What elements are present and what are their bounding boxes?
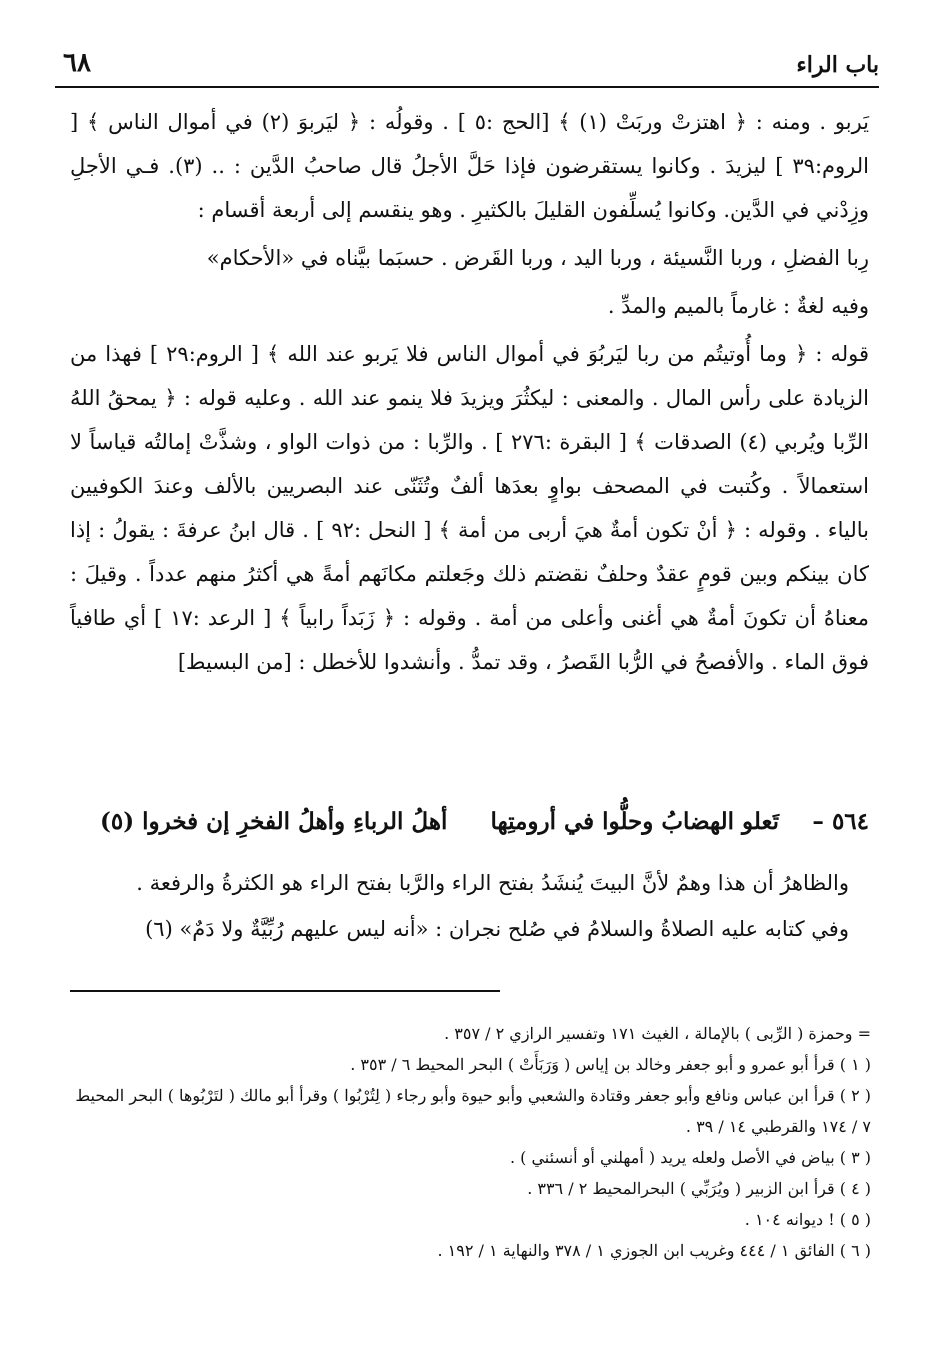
main-text-continued: [70, 860, 849, 952]
footnote: ( ٥ ) ! ديوانه ١٠٤ .: [744, 1210, 871, 1229]
verse-first-hemistich: تَعلو الهضابُ وحلُّوا في أرومتِها: [490, 808, 779, 835]
paragraph: يَربو . ومنه : ﴿ اهتزتْ وربَتْ (١) ﴾ [الحج :٥ ] . وقولُه : ﴿ ليَربوَ (٢) في أموال الناس ﴾ [ الروم:٣٩ ] ليزيدَ . وكانوا يستقرضون فإذا حَلَّ الأجلُ قال صاحبُ الدَّين : .. (٣). فـي الأجلِ وزِدْني في الدَّين. وكانوا يُسلِّفون القليلَ بالكثيرِ . وهو ينقسم إلى أربعة أقسام :: [70, 110, 869, 222]
footnote: ( ٤ ) قرأ ابن الزبير ( ويُرَبِّي ) البحرالمحيط ٢ / ٣٣٦ .: [527, 1179, 871, 1198]
footnote: ( ٣ ) بياض في الأصل ولعله يريد ( أمهلني أو أنسئني ) .: [509, 1148, 871, 1167]
poetry-verse: [80, 808, 869, 852]
footnote: ( ٢ ) قرأ ابن عباس ونافع وأبو جعفر وقتادة والشعبي وأبو حيوة وأبو رجاء ( لِتُرْبُوا ) وقرأ أبو مالك ( لتَرْبُوها ) البحر المحيط ٧ / ١٧٤ والقرطبي ١٤ / ٣٩ .: [75, 1086, 871, 1136]
page-header: [55, 46, 879, 88]
footnote: ( ٦ ) الفائق ١ / ٤٤٤ وغريب ابن الجوزي ١ / ٣٧٨ والنهاية ١ / ١٩٢ .: [437, 1241, 871, 1260]
footnote: = وحمزة ( الرِّبى ) بالإمالة ، الغيث ١٧١ وتفسير الرازي ٢ / ٣٥٧ .: [444, 1024, 871, 1043]
paragraph: قوله : ﴿ وما أُوتيتُم من ربا ليَربُوَ في أموال الناس فلا يَربو عند الله ﴾ [ الروم:٢٩ ] فهذا من الزيادة على رأس المال . والمعنى : ليكثُرَ ويزيدَ فلا ينمو عند الله . وعليه قوله : ﴿ يمحقُ اللهُ الرِّبا ويُربي (٤) الصدقات ﴾ [ البقرة :٢٧٦ ] . والرِّبا : من ذوات الواو ، وشذَّتْ إمالتُه قياساً لا استعمالاً . وكُتبت في المصحف بواوٍ بعدَها ألفٌ وتُثَنّى عند البصريين بالألف وعندَ الكوفيين بالياء . وقوله : ﴿ أنْ تكون أمةٌ هيَ أربى من أمة ﴾ [ النحل :٩٢ ] . قال ابنُ عرفةَ : يقولُ : إذا كان بينكم وبين قومٍ عقدٌ وحلفٌ نقضتم ذلك وجَعلتم مكانَهم أمةً هي أكثرُ منهم عدداً . وقيلَ : معناهُ أن تكونَ أمةٌ هي أغنى وأعلى من أمة . وقوله : ﴿ زَبَداً رابياً ﴾ [ الرعد :١٧ ] أي طافياً فوق الماء . والأفصحُ في الرُّبا القَصرُ ، وقد تمدُّ . وأنشدوا للأخطل : [من البسيط]: [70, 342, 870, 674]
footnotes: [70, 1018, 871, 1266]
paragraph: والظاهرُ أن هذا وهمٌ لأنَّ البيتَ يُنشَدُ بفتح الراء والرَّبا بفتح الراء هو الكثرةُ والرفعة .: [136, 871, 849, 895]
main-text: [70, 100, 869, 688]
page-number: ٦٨: [63, 48, 91, 78]
footnote-separator: [70, 990, 500, 992]
paragraph: وفيه لغةٌ : غارماً بالميم والمدِّ .: [607, 294, 869, 318]
paragraph: رِبا الفضلِ ، وربا النَّسيئة ، وربا اليد ، وربا القَرض . حسبَما بيَّناه في «الأحكام»: [206, 246, 869, 270]
verse-second-hemistich: أهلُ الرباءِ وأهلُ الفخرِ إن فخروا (٥): [100, 808, 448, 835]
verse-number: ٥٦٤ –: [812, 808, 869, 835]
paragraph: وفي كتابه عليه الصلاةُ والسلامُ في صُلح نجران : «أنه ليس عليهم رُبِّيَّةٌ ولا دَمٌ» (٦): [145, 917, 849, 941]
footnote: ( ١ ) قرأ أبو عمرو و أبو جعفر وخالد بن إياس ( وَرَبَأَتْ ) البحر المحيط ٦ / ٣٥٣ .: [350, 1055, 871, 1074]
chapter-title: باب الراء: [796, 52, 879, 78]
